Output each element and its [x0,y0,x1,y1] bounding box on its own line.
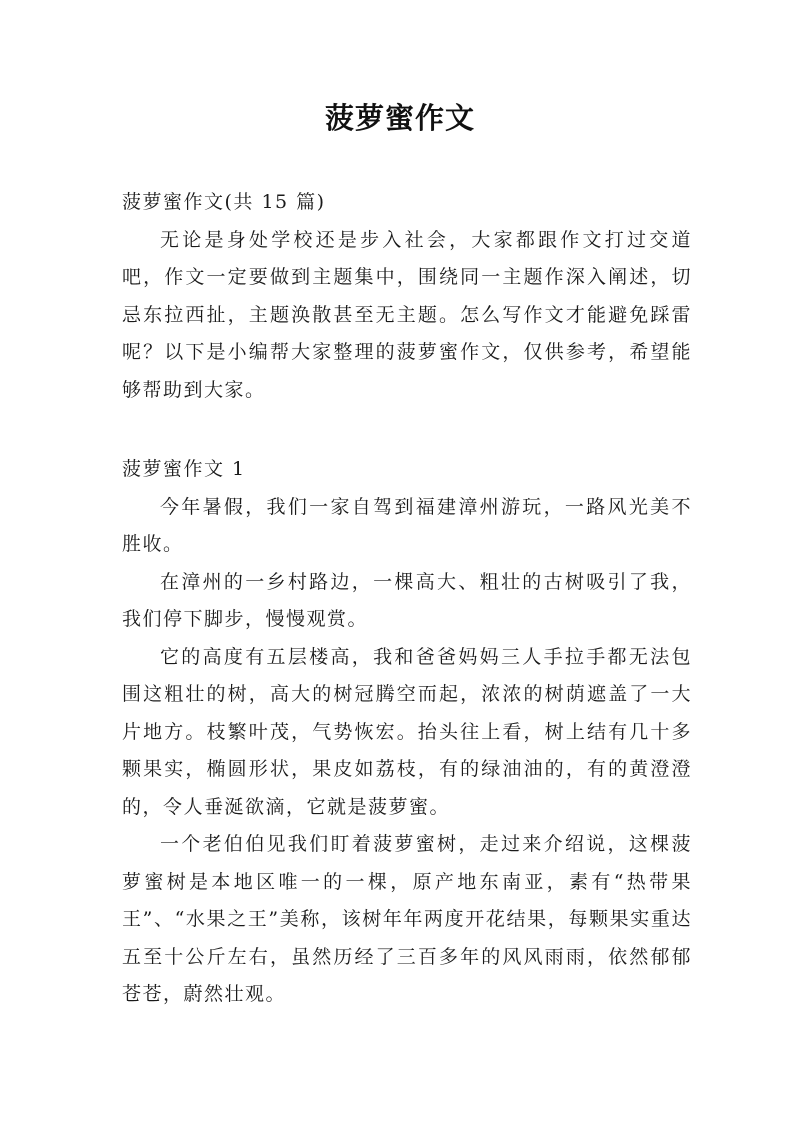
intro-section [122,184,692,409]
essay-1-heading: 菠萝蜜作文 1 [122,458,246,480]
intro-paragraph: 无论是身处学校还是步入社会，大家都跟作文打过交道吧，作文一定要做到主题集中，围绕同一主题作深入阐述，切忌东拉西扯，主题涣散甚至无主题。怎么写作文才能避免踩雷呢？以下是小编帮大家整理的菠萝蜜作文，仅供参考，希望能够帮助到大家。 [122,228,692,401]
essay-1-paragraph: 一个老伯伯见我们盯着菠萝蜜树，走过来介绍说，这棵菠萝蜜树是本地区唯一的一棵，原产地东南亚，素有“热带果王”、“水果之王”美称，该树年年两度开花结果，每颗果实重达五至十公斤左右，虽然历经了三百多年的风风雨雨，依然郁郁苍苍，蔚然壮观。 [122,833,692,1005]
essay-1-section [122,451,692,1014]
essay-1-paragraph: 它的高度有五层楼高，我和爸爸妈妈三人手拉手都无法包围这粗壮的树，高大的树冠腾空而起，浓浓的树荫遮盖了一大片地方。枝繁叶茂，气势恢宏。抬头往上看，树上结有几十多颗果实，椭圆形状，果皮如荔枝，有的绿油油的，有的黄澄澄的，令人垂涎欲滴，它就是菠萝蜜。 [122,645,692,818]
essay-1-paragraph: 今年暑假，我们一家自驾到福建漳州游玩，一路风光美不胜收。 [122,495,692,555]
document-title: 菠萝蜜作文 [324,101,475,135]
collection-heading: 菠萝蜜作文(共 15 篇) [122,191,326,213]
essay-1-paragraph: 在漳州的一乡村路边，一棵高大、粗壮的古树吸引了我，我们停下脚步，慢慢观赏。 [122,570,692,630]
